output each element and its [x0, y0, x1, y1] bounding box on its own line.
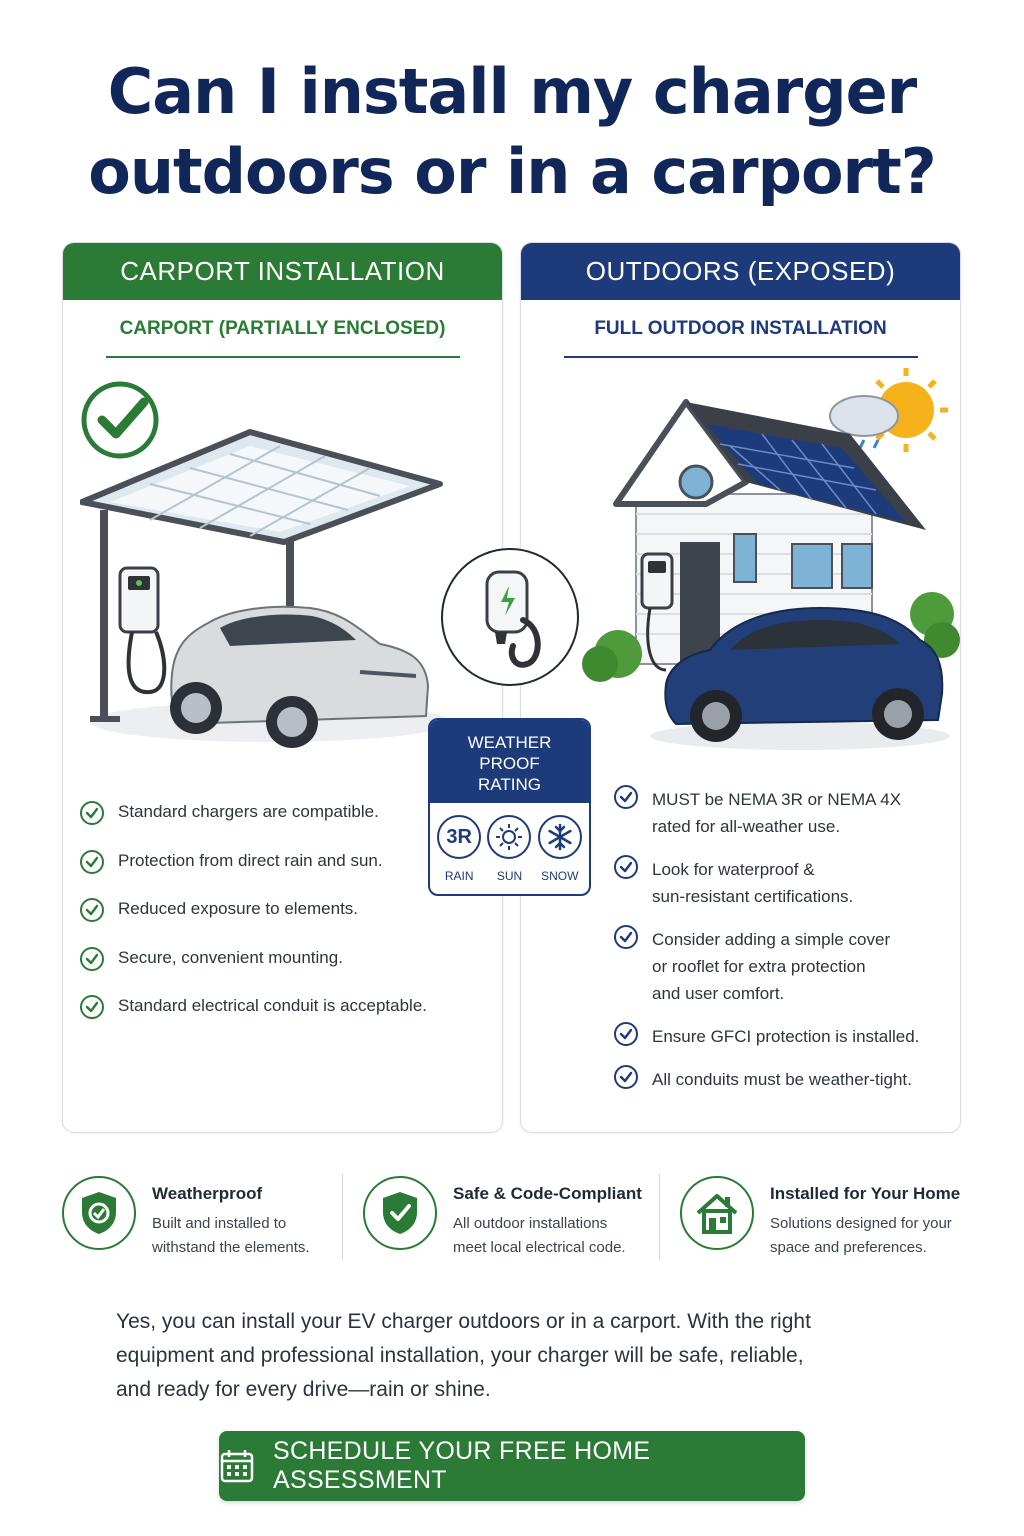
feature-desc-line: Built and installed to [152, 1215, 287, 1232]
list-item-line: sun-resistant certifications. [652, 887, 854, 906]
list-item [614, 786, 954, 840]
shield-check-icon [363, 1176, 437, 1250]
carport-illustration [80, 424, 460, 764]
ev-charger-icon [443, 550, 577, 684]
list-item [80, 851, 490, 900]
list-item-text: Secure, convenient mounting. [118, 947, 343, 967]
schedule-assessment-label: SCHEDULE YOUR FREE HOME ASSESSMENT [273, 1437, 651, 1494]
rain-badge-icon: 3R [437, 815, 481, 859]
outdoors-card-header: OUTDOORS (EXPOSED) [521, 243, 960, 300]
page-title-line-2: outdoors or in a carport? [88, 135, 936, 208]
list-item [614, 1023, 954, 1050]
check-icon [614, 855, 638, 879]
check-icon [80, 850, 104, 874]
list-item [80, 948, 490, 997]
list-item-line: MUST be NEMA 3R or NEMA 4X [652, 790, 902, 809]
list-item-text: Protection from direct rain and sun. [118, 850, 383, 870]
calendar-icon [219, 1448, 255, 1484]
feature-desc-line: withstand the elements. [152, 1239, 310, 1256]
sun-icon [487, 815, 531, 859]
list-item-text: Standard electrical conduit is acceptable. [118, 996, 428, 1015]
list-item-line: Consider adding a simple cover [652, 930, 891, 949]
weather-rating-title-line-1: WEATHER PROOF [467, 733, 552, 773]
list-item-text [652, 856, 853, 910]
feature-text [770, 1184, 960, 1260]
summary-line: and ready for every drive—rain or shine. [116, 1378, 491, 1401]
feature-desc-line: space and preferences. [770, 1239, 927, 1256]
check-icon [80, 801, 104, 825]
house-illustration [580, 364, 960, 754]
list-item-text: Ensure GFCI protection is installed. [652, 1027, 920, 1046]
feature-title: Weatherproof [152, 1184, 263, 1203]
feature-title: Safe & Code-Compliant [453, 1184, 642, 1203]
list-item-line: and user comfort. [652, 984, 785, 1003]
feature-desc [453, 1212, 642, 1260]
list-item-text: Reduced exposure to elements. [118, 899, 359, 918]
check-icon [614, 1022, 638, 1046]
list-item [614, 926, 954, 1007]
list-item-text [652, 926, 890, 1007]
list-item [80, 802, 490, 851]
list-item [80, 899, 490, 948]
page-title [0, 52, 1024, 212]
list-item [614, 856, 954, 910]
weather-rating-title [430, 720, 589, 803]
feature-safe-code-compliant [343, 1172, 659, 1264]
rating-sun-label: SUN [496, 869, 523, 883]
carport-card-subheader: CARPORT (PARTIALLY ENCLOSED) [106, 318, 460, 358]
list-item [80, 996, 490, 1045]
feature-installed-for-home [660, 1172, 972, 1264]
outdoors-checklist [614, 786, 954, 1109]
summary-line: equipment and professional installation, your charger will be safe, reliable, [116, 1344, 804, 1367]
charger-badge [441, 548, 579, 686]
outdoors-card-subheader: FULL OUTDOOR INSTALLATION [564, 318, 918, 358]
carport-checklist [80, 802, 490, 1045]
feature-text [453, 1184, 642, 1260]
list-item [614, 1066, 954, 1093]
check-icon [80, 947, 104, 971]
list-item-text: All conduits must be weather-tight. [652, 1070, 912, 1089]
feature-desc-line: Solutions designed for your [770, 1215, 952, 1232]
feature-desc-line: meet local electrical code. [453, 1239, 626, 1256]
carport-card-header: CARPORT INSTALLATION [63, 243, 502, 300]
list-item-line: or rooflet for extra protection [652, 957, 866, 976]
home-icon [680, 1176, 754, 1250]
page-title-line-1: Can I install my charger [107, 55, 917, 128]
shield-check-icon [62, 1176, 136, 1250]
summary-paragraph [116, 1305, 896, 1407]
rating-rain-label: RAIN [444, 869, 474, 883]
check-icon [80, 995, 104, 1019]
list-item-text: Standard chargers are compatible. [118, 802, 379, 821]
feature-desc [770, 1212, 960, 1260]
snowflake-icon [538, 815, 582, 859]
feature-text [152, 1184, 310, 1260]
feature-desc-line: All outdoor installations [453, 1215, 608, 1232]
list-item-line: rated for all-weather use. [652, 817, 841, 836]
feature-desc [152, 1212, 310, 1260]
list-item-text [652, 786, 901, 840]
check-icon [80, 898, 104, 922]
summary-line: Yes, you can install your EV charger outdoors or in a carport. With the right [116, 1310, 811, 1333]
list-item-line: Look for waterproof & [652, 860, 815, 879]
check-icon [614, 925, 638, 949]
check-icon [614, 785, 638, 809]
feature-weatherproof [62, 1172, 342, 1264]
features-row [62, 1172, 972, 1264]
rating-snow [538, 815, 582, 883]
schedule-assessment-button[interactable] [219, 1431, 805, 1501]
rating-snow-label: SNOW [541, 869, 579, 883]
check-icon [614, 1065, 638, 1089]
rating-sun [487, 815, 531, 883]
feature-title: Installed for Your Home [770, 1184, 961, 1203]
weather-rating-title-line-2: RATING [478, 775, 541, 794]
